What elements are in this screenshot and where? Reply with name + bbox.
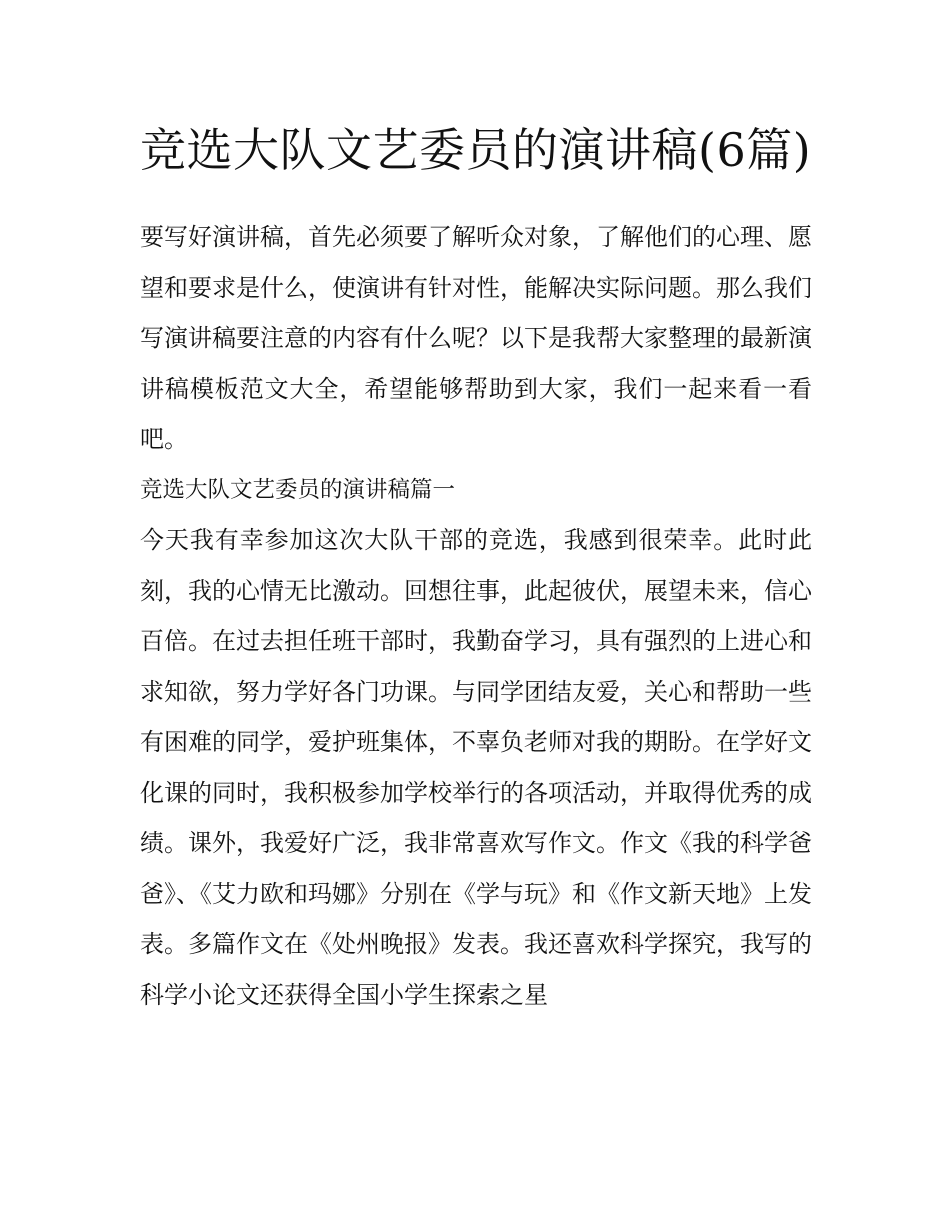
intro-paragraph: 要写好演讲稿，首先必须要了解听众对象，了解他们的心理、愿望和要求是什么，使演讲有针对性，能解决实际问题。那么我们写演讲稿要注意的内容有什么呢？以下是我帮大家整理的最新演讲稿模板范文大全，希望能够帮助到大家，我们一起来看一看吧。 [140,223,812,453]
section-heading: 竞选大队文艺委员的演讲稿篇一 [140,476,456,503]
document-title: 竞选大队文艺委员的演讲稿(6篇) [140,123,812,177]
body-paragraph: 今天我有幸参加这次大队干部的竞选，我感到很荣幸。此时此刻，我的心情无比激动。回想往事，此起彼伏，展望未来，信心百倍。在过去担任班干部时，我勤奋学习，具有强烈的上进心和求知欲，努力学好各门功课。与同学团结友爱，关心和帮助一些有困难的同学，爱护班集体，不辜负老师对我的期盼。在学好文化课的同时，我积极参加学校举行的各项活动，并取得优秀的成绩。课外，我爱好广泛，我非常喜欢写作文。作文《我的科学爸爸》、《艾力欧和玛娜》分别在《学与玩》和《作文新天地》上发表。多篇作文在《处州晚报》发表。我还喜欢科学探究，我写的科学小论文还获得全国小学生探索之星 [140,526,812,1009]
document-content [140,112,812,1020]
